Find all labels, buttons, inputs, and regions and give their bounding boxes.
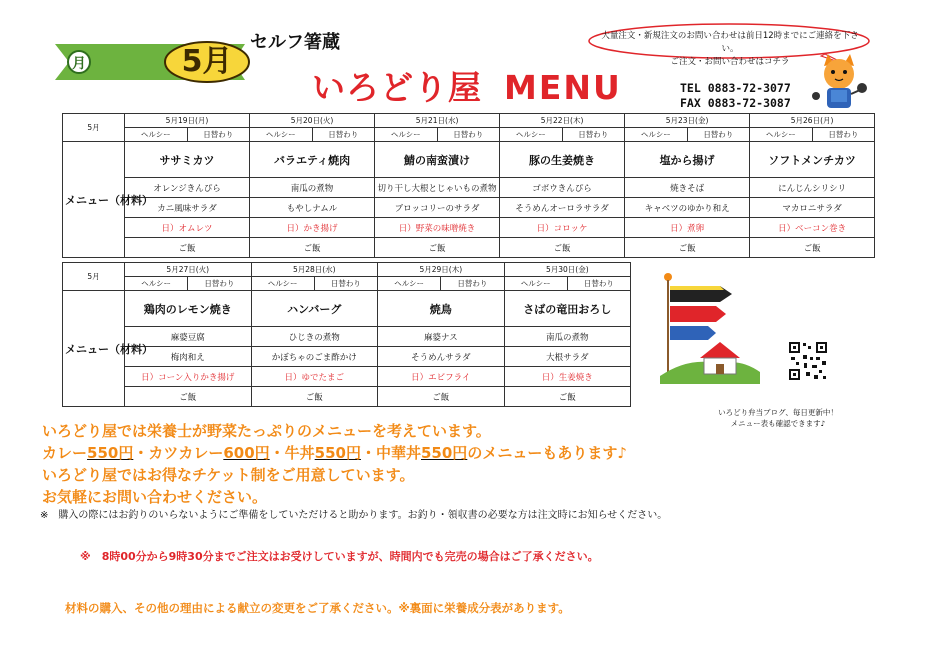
side-dish: 焼きそば: [625, 178, 750, 198]
menu-table-week1: [62, 113, 875, 258]
daily-dish: 日）ゆでたまご: [251, 367, 378, 387]
chukadon-price: 550円: [421, 444, 468, 462]
koinobori-illustration-icon: [660, 272, 760, 384]
promo-line-1: いろどり屋では栄養士が野菜たっぷりのメニューを考えています。: [42, 422, 491, 440]
rice-cell: ご飯: [625, 238, 750, 258]
type-daily: 日替わり: [441, 277, 504, 291]
promo-line-4: お気軽にお問い合わせください。: [42, 488, 268, 506]
side-dish: 麻婆豆腐: [125, 327, 252, 347]
date-cell: 5月26日(月): [750, 114, 875, 128]
daily-dish: 日）煮卵: [625, 218, 750, 238]
type-daily: 日替わり: [188, 277, 251, 291]
type-healthy: ヘルシー: [375, 128, 438, 142]
promo-line-3: いろどり屋ではお得なチケット制をご用意しています。: [42, 466, 415, 484]
side-dish: 南瓜の煮物: [504, 327, 631, 347]
curry-label: カレー: [42, 444, 88, 462]
date-cell: 5月29日(木): [378, 263, 505, 277]
rice-row: [63, 238, 875, 258]
month-cell: 5月: [63, 263, 125, 291]
date-cell: 5月27日(火): [125, 263, 252, 277]
main-dish-row: [63, 291, 631, 327]
rice-cell: ご飯: [125, 387, 252, 407]
main-dish: 豚の生姜焼き: [500, 142, 625, 178]
side-dish: カニ風味サラダ: [125, 198, 250, 218]
menu-row-label: メニュー（材料）: [63, 142, 125, 258]
type-healthy: ヘルシー: [504, 277, 567, 291]
side-dish: ブロッコリーのサラダ: [375, 198, 500, 218]
daily-dish: 日）野菜の味噌焼き: [375, 218, 500, 238]
type-healthy: ヘルシー: [625, 128, 688, 142]
type-daily: 日替わり: [314, 277, 377, 291]
notice-line-2: ご注文・お問い合わせはコチラ: [670, 57, 790, 67]
type-healthy: ヘルシー: [500, 128, 563, 142]
type-healthy: ヘルシー: [125, 277, 188, 291]
menu-word: MENU: [504, 68, 622, 107]
blog-line-1: いろどり弁当ブログ、毎日更新中！: [718, 408, 838, 417]
side-dish: にんじんシリシリ: [750, 178, 875, 198]
side-dish: もやしナムル: [250, 198, 375, 218]
type-daily: 日替わり: [187, 128, 250, 142]
rice-row: [63, 387, 631, 407]
rice-cell: ご飯: [250, 238, 375, 258]
type-daily: 日替わり: [687, 128, 750, 142]
daily-dish: 日）オムレツ: [125, 218, 250, 238]
curry-price: 550円: [87, 444, 134, 462]
date-cell: 5月20日(火): [250, 114, 375, 128]
order-time-note: [80, 548, 599, 564]
type-healthy: ヘルシー: [750, 128, 813, 142]
date-cell: 5月22日(木): [500, 114, 625, 128]
month-label: 5月: [181, 44, 233, 79]
main-dish: ハンバーグ: [251, 291, 378, 327]
main-dish: 鯖の南蛮漬け: [375, 142, 500, 178]
main-dish: 鶏肉のレモン焼き: [125, 291, 252, 327]
shop-title: [312, 62, 622, 109]
blog-note: [702, 407, 854, 429]
rice-cell: ご飯: [375, 238, 500, 258]
gyudon-label: ・牛丼: [269, 444, 315, 462]
type-healthy: ヘルシー: [378, 277, 441, 291]
qr-code-icon[interactable]: [788, 341, 828, 381]
fax-number: FAX 0883-72-3087: [680, 96, 791, 110]
main-dish: バラエティ焼肉: [250, 142, 375, 178]
payment-note: ※ 購入の際にはお釣りのいらないようにご準備をしていただけると助かります。お釣り・領収書の必要な方は注文時にお知らせください。: [40, 510, 668, 521]
blog-line-2: メニュー表も確認できます♪: [730, 419, 826, 428]
daily-dish-row: [63, 367, 631, 387]
gyudon-price: 550円: [314, 444, 361, 462]
menu-change-note: 材料の購入、その他の理由による献立の変更をご了承ください。※裏面に栄養成分表があります。: [65, 601, 570, 615]
main-dish: 塩から揚げ: [625, 142, 750, 178]
side-dish: キャベツのゆかり和え: [625, 198, 750, 218]
date-cell: 5月21日(水): [375, 114, 500, 128]
rice-cell: ご飯: [750, 238, 875, 258]
rice-cell: ご飯: [251, 387, 378, 407]
date-row: [63, 263, 631, 277]
side-dish: ゴボウきんぴら: [500, 178, 625, 198]
main-dish: さばの竜田おろし: [504, 291, 631, 327]
chukadon-label: ・中華丼: [360, 444, 421, 462]
rice-cell: ご飯: [500, 238, 625, 258]
promo-block: [42, 420, 627, 508]
menu-table-week2: [62, 262, 631, 407]
notice-line-1: 大量注文・新規注文のお問い合わせは前日12時までにご連絡を下さい。: [601, 31, 859, 54]
type-healthy: ヘルシー: [250, 128, 313, 142]
svg-text:月: 月: [72, 56, 86, 72]
date-cell: 5月19日(月): [125, 114, 250, 128]
side-dish: ひじきの煮物: [251, 327, 378, 347]
side-dish: 麻婆ナス: [378, 327, 505, 347]
side-dish: 切り干し大根とじゃいもの煮物: [375, 178, 500, 198]
daily-dish: 日）コーン入りかき揚げ: [125, 367, 252, 387]
daily-dish: 日）かき揚げ: [250, 218, 375, 238]
tel-number: TEL 0883-72-3077: [680, 81, 791, 95]
side-dish: そうめんサラダ: [378, 347, 505, 367]
rice-cell: ご飯: [378, 387, 505, 407]
side-dish: そうめんオーロラサラダ: [500, 198, 625, 218]
type-daily: 日替わり: [562, 128, 625, 142]
side-dish: マカロニサラダ: [750, 198, 875, 218]
daily-dish: 日）エビフライ: [378, 367, 505, 387]
shop-name: いろどり屋: [312, 68, 482, 107]
type-row: [63, 128, 875, 142]
month-banner: [55, 40, 245, 84]
order-time-note-start: ※ 8時00分から9時30分までご注文はお受けしていますが、: [80, 550, 390, 563]
side-dish: 南瓜の煮物: [250, 178, 375, 198]
date-cell: 5月30日(金): [504, 263, 631, 277]
brand-line: セルフ箸蔵: [250, 32, 340, 53]
type-daily: 日替わり: [437, 128, 500, 142]
date-cell: 5月28日(水): [251, 263, 378, 277]
order-time-note-end: 時間内でも完売の場合はご了承ください。: [389, 550, 599, 563]
type-healthy: ヘルシー: [125, 128, 188, 142]
type-daily: 日替わり: [312, 128, 375, 142]
rice-cell: ご飯: [504, 387, 631, 407]
main-dish: ササミカツ: [125, 142, 250, 178]
rice-cell: ご飯: [125, 238, 250, 258]
side-dish: オレンジきんぴら: [125, 178, 250, 198]
katsucurry-label: ・カツカレー: [133, 444, 224, 462]
side-dish: かぼちゃのごま酢かけ: [251, 347, 378, 367]
date-row: [63, 114, 875, 128]
daily-dish-row: [63, 218, 875, 238]
main-dish: ソフトメンチカツ: [750, 142, 875, 178]
daily-dish: 日）生姜焼き: [504, 367, 631, 387]
contact-info: [680, 81, 791, 111]
side-dish: 梅肉和え: [125, 347, 252, 367]
month-cell: 5月: [63, 114, 125, 142]
katsucurry-price: 600円: [223, 444, 270, 462]
cat-mascot-icon: [810, 52, 868, 114]
promo-line-2-suffix: のメニューもあります♪: [467, 444, 627, 462]
type-healthy: ヘルシー: [251, 277, 314, 291]
side-dish-row-1: [63, 178, 875, 198]
main-dish-row: [63, 142, 875, 178]
main-dish: 焼鳥: [378, 291, 505, 327]
type-row: [63, 277, 631, 291]
daily-dish: 日）ベーコン巻き: [750, 218, 875, 238]
promo-line-2: [42, 442, 627, 464]
type-daily: 日替わり: [567, 277, 630, 291]
side-dish: 大根サラダ: [504, 347, 631, 367]
daily-dish: 日）コロッケ: [500, 218, 625, 238]
menu-row-label: メニュー（材料）: [63, 291, 125, 407]
type-daily: 日替わり: [812, 128, 875, 142]
date-cell: 5月23日(金): [625, 114, 750, 128]
side-dish-row-2: [63, 198, 875, 218]
